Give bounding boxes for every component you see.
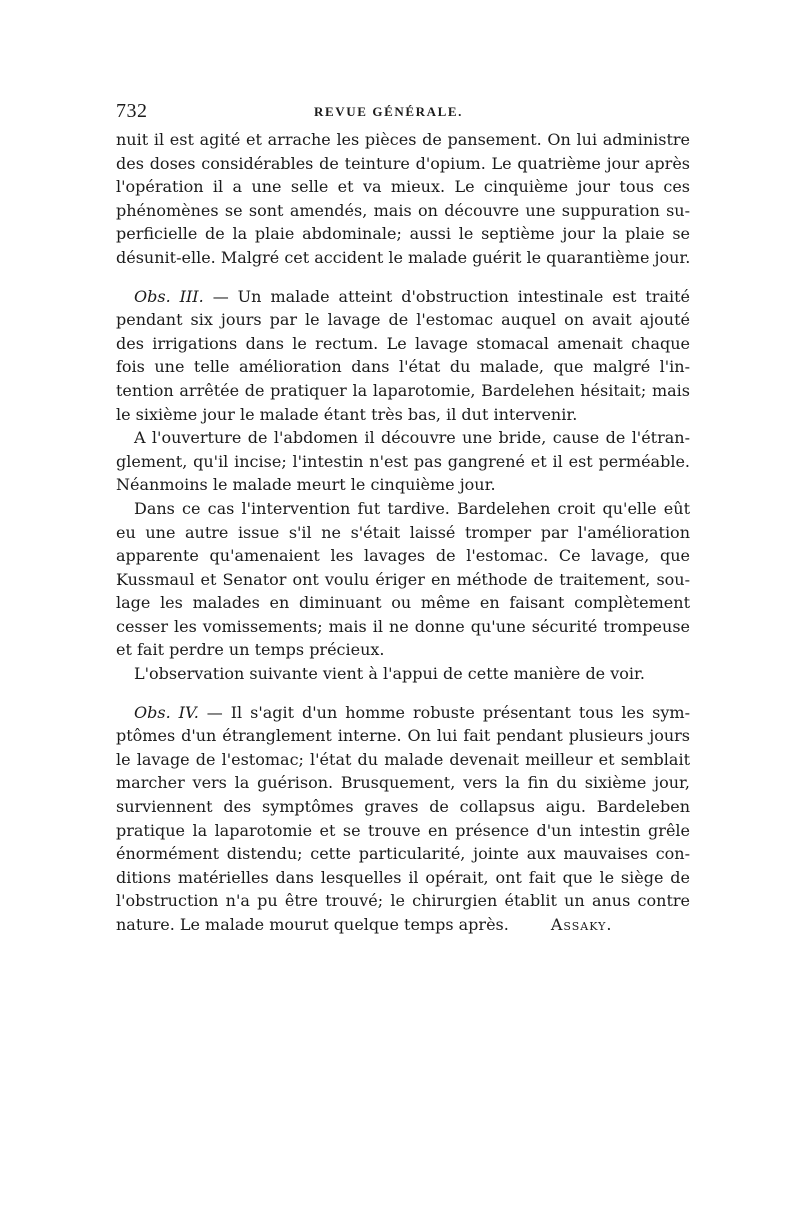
- text-fragment: — Il s'agit d'un homme robuste présentant tous les sym-: [198, 702, 691, 722]
- author-signature: Assaky.: [550, 915, 613, 934]
- text-line: ditions matérielles dans lesquelles il opérait, ont fait que le siège de: [116, 867, 690, 887]
- text-line: cesser les vomissements; mais il ne donne qu'une sécurité trompeuse: [116, 616, 690, 636]
- text-line: pendant six jours par le lavage de l'estomac auquel on avait ajouté: [116, 310, 690, 330]
- page-number: 732: [116, 100, 148, 122]
- paragraph-5: [116, 662, 690, 686]
- text-line: ptômes d'un étranglement interne. On lui fait pendant plusieurs jours: [116, 726, 690, 746]
- text-line: énormément distendu; cette particularité, jointe aux mauvaises con-: [116, 844, 690, 864]
- text-line: Dans ce cas l'intervention fut tardive. Bardelehen croit qu'elle eût: [134, 498, 690, 518]
- observation-label: Obs. III.: [134, 286, 204, 306]
- text-line: nuit il est agité et arrache les pièces de pansement. On lui administre: [116, 130, 690, 149]
- text-line: le sixième jour le malade étant très bas, il dut intervenir.: [116, 404, 578, 424]
- text-line: [116, 701, 690, 725]
- paragraph-obs-4: [116, 701, 690, 937]
- text-line: Kussmaul et Senator ont voulu ériger en méthode de traitement, sou-: [116, 569, 690, 589]
- text-fragment: nature. Le malade mourut quelque temps après.: [116, 915, 509, 934]
- text-line: phénomènes se sont amendés, mais on découvre une suppuration su-: [116, 200, 690, 220]
- running-header: [116, 96, 690, 128]
- text-line: apparente qu'amenaient les lavages de l'estomac. Ce lavage, que: [116, 546, 690, 566]
- text-line: tention arrêtée de pratiquer la laparotomie, Bardelehen hésitait; mais: [116, 380, 690, 400]
- text-line: des irrigations dans le rectum. Le lavage stomacal amenait chaque: [116, 333, 690, 353]
- text-line: [116, 285, 690, 309]
- text-line: et fait perdre un temps précieux.: [116, 640, 385, 660]
- paragraph-4: [116, 497, 690, 662]
- paragraph-3: [116, 426, 690, 497]
- observation-label: Obs. IV.: [134, 702, 199, 722]
- text-line: lage les malades en diminuant ou même en faisant complètement: [116, 593, 690, 613]
- text-line: glement, qu'il incise; l'intestin n'est pas gangrené et il est perméable.: [116, 451, 690, 471]
- text-line: Néanmoins le malade meurt le cinquième jour.: [116, 475, 496, 495]
- text-line: pratique la laparotomie et se trouve en présence d'un intestin grêle: [116, 820, 690, 840]
- text-line: perficielle de la plaie abdominale; aussi le septième jour la plaie se: [116, 224, 690, 244]
- text-line: le lavage de l'estomac; l'état du malade devenait meilleur et semblait: [116, 749, 690, 769]
- text-line: l'opération il a une selle et va mieux. Le cinquième jour tous ces: [116, 177, 690, 197]
- text-line: eu une autre issue s'il ne s'était laissé tromper par l'amélioration: [116, 522, 690, 542]
- text-line: surviennent des symptômes graves de collapsus aigu. Bardeleben: [116, 797, 690, 817]
- text-fragment: — Un malade atteint d'obstruction intestinale est traité: [203, 286, 691, 306]
- paragraph-1: [116, 128, 690, 270]
- text-line: A l'ouverture de l'abdomen il découvre une bride, cause de l'étran-: [134, 428, 690, 448]
- text-line: marcher vers la guérison. Brusquement, vers la fin du sixième jour,: [116, 773, 690, 793]
- text-line: l'obstruction n'a pu être trouvé; le chirurgien établit un anus contre: [116, 891, 690, 911]
- paragraph-obs-3: [116, 285, 690, 427]
- text-line: désunit-elle. Malgré cet accident le malade guérit le quarantième jour.: [116, 247, 691, 267]
- document-page: [116, 96, 690, 937]
- running-title: REVUE GÉNÉRALE.: [314, 104, 463, 119]
- text-line: [116, 913, 690, 937]
- text-line: fois une telle amélioration dans l'état du malade, que malgré l'in-: [116, 357, 690, 377]
- text-line: des doses considérables de teinture d'opium. Le quatrième jour après: [116, 153, 690, 173]
- text-line: L'observation suivante vient à l'appui de cette manière de voir.: [134, 664, 645, 684]
